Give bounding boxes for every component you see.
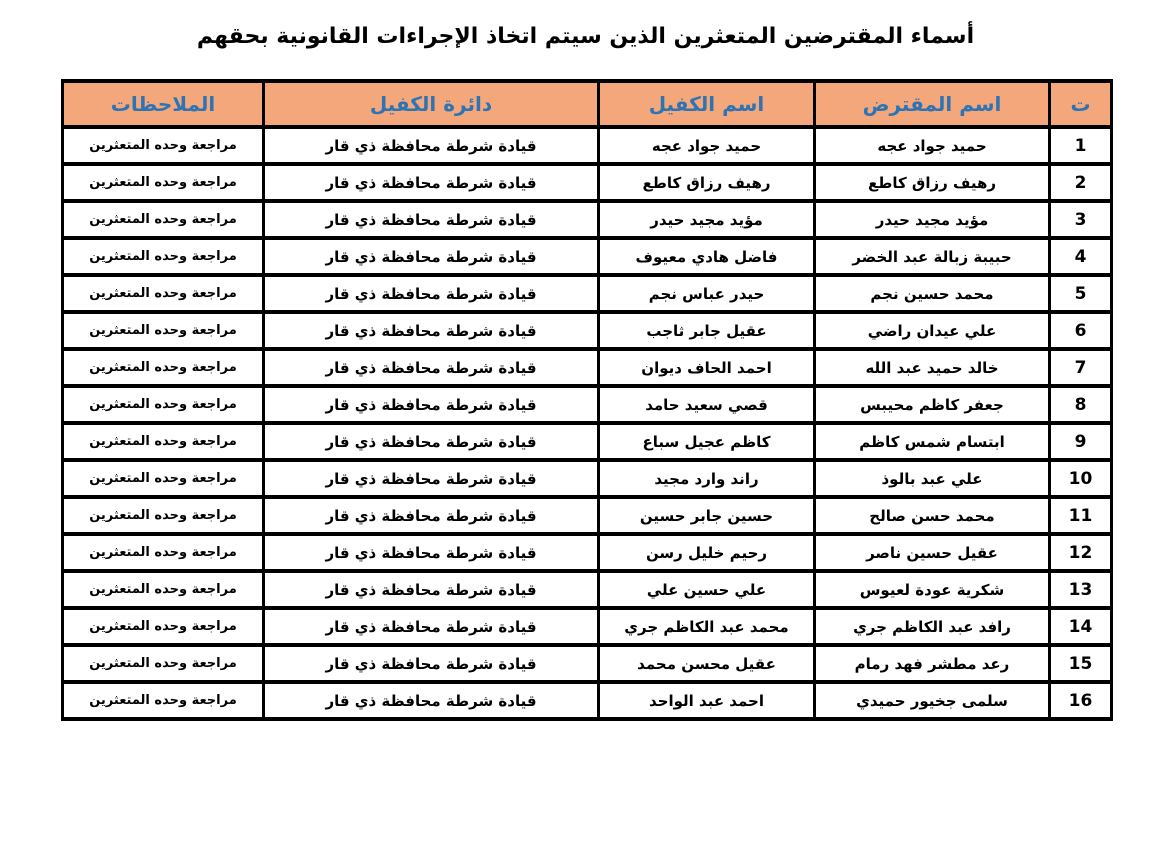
cell-borrower-name: محمد حسن صالح [815,497,1050,534]
cell-borrower-name: سلمى جخيور حميدي [815,682,1050,719]
cell-row-number: 13 [1050,571,1112,608]
defaulters-table [61,79,1113,721]
cell-notes: مراجعة وحده المتعثرين [63,164,264,201]
cell-notes: مراجعة وحده المتعثرين [63,312,264,349]
table-row [63,238,1112,275]
cell-guarantor-name: علي حسين علي [599,571,815,608]
cell-guarantor-name: احمد عبد الواحد [599,682,815,719]
cell-guarantor-name: راند وارد مجيد [599,460,815,497]
cell-guarantor-department: قيادة شرطة محافظة ذي قار [264,275,599,312]
cell-row-number: 14 [1050,608,1112,645]
cell-borrower-name: عقيل حسين ناصر [815,534,1050,571]
table-body [63,127,1112,719]
cell-borrower-name: شكرية عودة لعيوس [815,571,1050,608]
table-row [63,608,1112,645]
table-row [63,164,1112,201]
cell-row-number: 2 [1050,164,1112,201]
cell-guarantor-name: محمد عبد الكاظم جري [599,608,815,645]
table-row [63,460,1112,497]
table-row [63,312,1112,349]
cell-row-number: 12 [1050,534,1112,571]
table-row [63,423,1112,460]
cell-borrower-name: رعد مطشر فهد رمام [815,645,1050,682]
cell-notes: مراجعة وحده المتعثرين [63,386,264,423]
cell-guarantor-name: حميد جواد عجه [599,127,815,164]
cell-guarantor-department: قيادة شرطة محافظة ذي قار [264,571,599,608]
cell-guarantor-name: فاضل هادي معيوف [599,238,815,275]
cell-guarantor-department: قيادة شرطة محافظة ذي قار [264,164,599,201]
cell-borrower-name: جعفر كاظم محيبس [815,386,1050,423]
cell-guarantor-department: قيادة شرطة محافظة ذي قار [264,386,599,423]
cell-row-number: 3 [1050,201,1112,238]
cell-row-number: 8 [1050,386,1112,423]
cell-guarantor-name: عقيل جابر ثاجب [599,312,815,349]
cell-guarantor-department: قيادة شرطة محافظة ذي قار [264,349,599,386]
cell-row-number: 9 [1050,423,1112,460]
cell-guarantor-name: رحيم خليل رسن [599,534,815,571]
cell-notes: مراجعة وحده المتعثرين [63,349,264,386]
cell-notes: مراجعة وحده المتعثرين [63,608,264,645]
col-header-department: دائرة الكفيل [264,81,599,127]
cell-guarantor-department: قيادة شرطة محافظة ذي قار [264,608,599,645]
cell-borrower-name: خالد حميد عبد الله [815,349,1050,386]
cell-guarantor-department: قيادة شرطة محافظة ذي قار [264,312,599,349]
cell-notes: مراجعة وحده المتعثرين [63,127,264,164]
cell-borrower-name: حميد جواد عجه [815,127,1050,164]
cell-guarantor-department: قيادة شرطة محافظة ذي قار [264,534,599,571]
cell-row-number: 15 [1050,645,1112,682]
table-row [63,127,1112,164]
cell-notes: مراجعة وحده المتعثرين [63,645,264,682]
cell-guarantor-name: عقيل محسن محمد [599,645,815,682]
cell-notes: مراجعة وحده المتعثرين [63,571,264,608]
table-row [63,349,1112,386]
cell-row-number: 1 [1050,127,1112,164]
cell-guarantor-name: مؤيد مجيد حيدر [599,201,815,238]
cell-guarantor-name: حيدر عباس نجم [599,275,815,312]
cell-guarantor-name: قصي سعيد حامد [599,386,815,423]
cell-guarantor-name: رهيف رزاق كاطع [599,164,815,201]
col-header-notes: الملاحظات [63,81,264,127]
cell-notes: مراجعة وحده المتعثرين [63,201,264,238]
cell-guarantor-department: قيادة شرطة محافظة ذي قار [264,497,599,534]
cell-notes: مراجعة وحده المتعثرين [63,275,264,312]
cell-notes: مراجعة وحده المتعثرين [63,460,264,497]
cell-guarantor-department: قيادة شرطة محافظة ذي قار [264,238,599,275]
cell-row-number: 7 [1050,349,1112,386]
cell-guarantor-department: قيادة شرطة محافظة ذي قار [264,682,599,719]
cell-guarantor-department: قيادة شرطة محافظة ذي قار [264,127,599,164]
page-title: أسماء المقترضين المتعثرين الذين سيتم اتخاذ الإجراءات القانونية بحقهم [196,24,975,49]
cell-borrower-name: رافد عبد الكاظم جري [815,608,1050,645]
cell-row-number: 6 [1050,312,1112,349]
cell-borrower-name: ابتسام شمس كاظم [815,423,1050,460]
table-row [63,645,1112,682]
table-row [63,386,1112,423]
cell-guarantor-name: احمد الحاف ديوان [599,349,815,386]
cell-notes: مراجعة وحده المتعثرين [63,682,264,719]
cell-guarantor-department: قيادة شرطة محافظة ذي قار [264,645,599,682]
col-header-guarantor: اسم الكفيل [599,81,815,127]
cell-row-number: 16 [1050,682,1112,719]
cell-row-number: 4 [1050,238,1112,275]
table-row [63,534,1112,571]
table-row [63,497,1112,534]
cell-guarantor-department: قيادة شرطة محافظة ذي قار [264,460,599,497]
cell-borrower-name: حبيبة زبالة عبد الخضر [815,238,1050,275]
cell-row-number: 11 [1050,497,1112,534]
cell-row-number: 5 [1050,275,1112,312]
cell-borrower-name: علي عيدان راضي [815,312,1050,349]
table-row [63,275,1112,312]
cell-borrower-name: رهيف رزاق كاطع [815,164,1050,201]
table-row [63,571,1112,608]
cell-guarantor-name: حسين جابر حسين [599,497,815,534]
cell-notes: مراجعة وحده المتعثرين [63,534,264,571]
cell-borrower-name: علي عبد بالوذ [815,460,1050,497]
cell-guarantor-department: قيادة شرطة محافظة ذي قار [264,423,599,460]
table-row [63,201,1112,238]
table-header-row [63,81,1112,127]
cell-notes: مراجعة وحده المتعثرين [63,497,264,534]
cell-notes: مراجعة وحده المتعثرين [63,238,264,275]
col-header-index: ت [1050,81,1112,127]
cell-guarantor-name: كاظم عجيل سباع [599,423,815,460]
col-header-borrower: اسم المقترض [815,81,1050,127]
cell-borrower-name: محمد حسين نجم [815,275,1050,312]
cell-row-number: 10 [1050,460,1112,497]
cell-borrower-name: مؤيد مجيد حيدر [815,201,1050,238]
cell-guarantor-department: قيادة شرطة محافظة ذي قار [264,201,599,238]
cell-notes: مراجعة وحده المتعثرين [63,423,264,460]
table-row [63,682,1112,719]
